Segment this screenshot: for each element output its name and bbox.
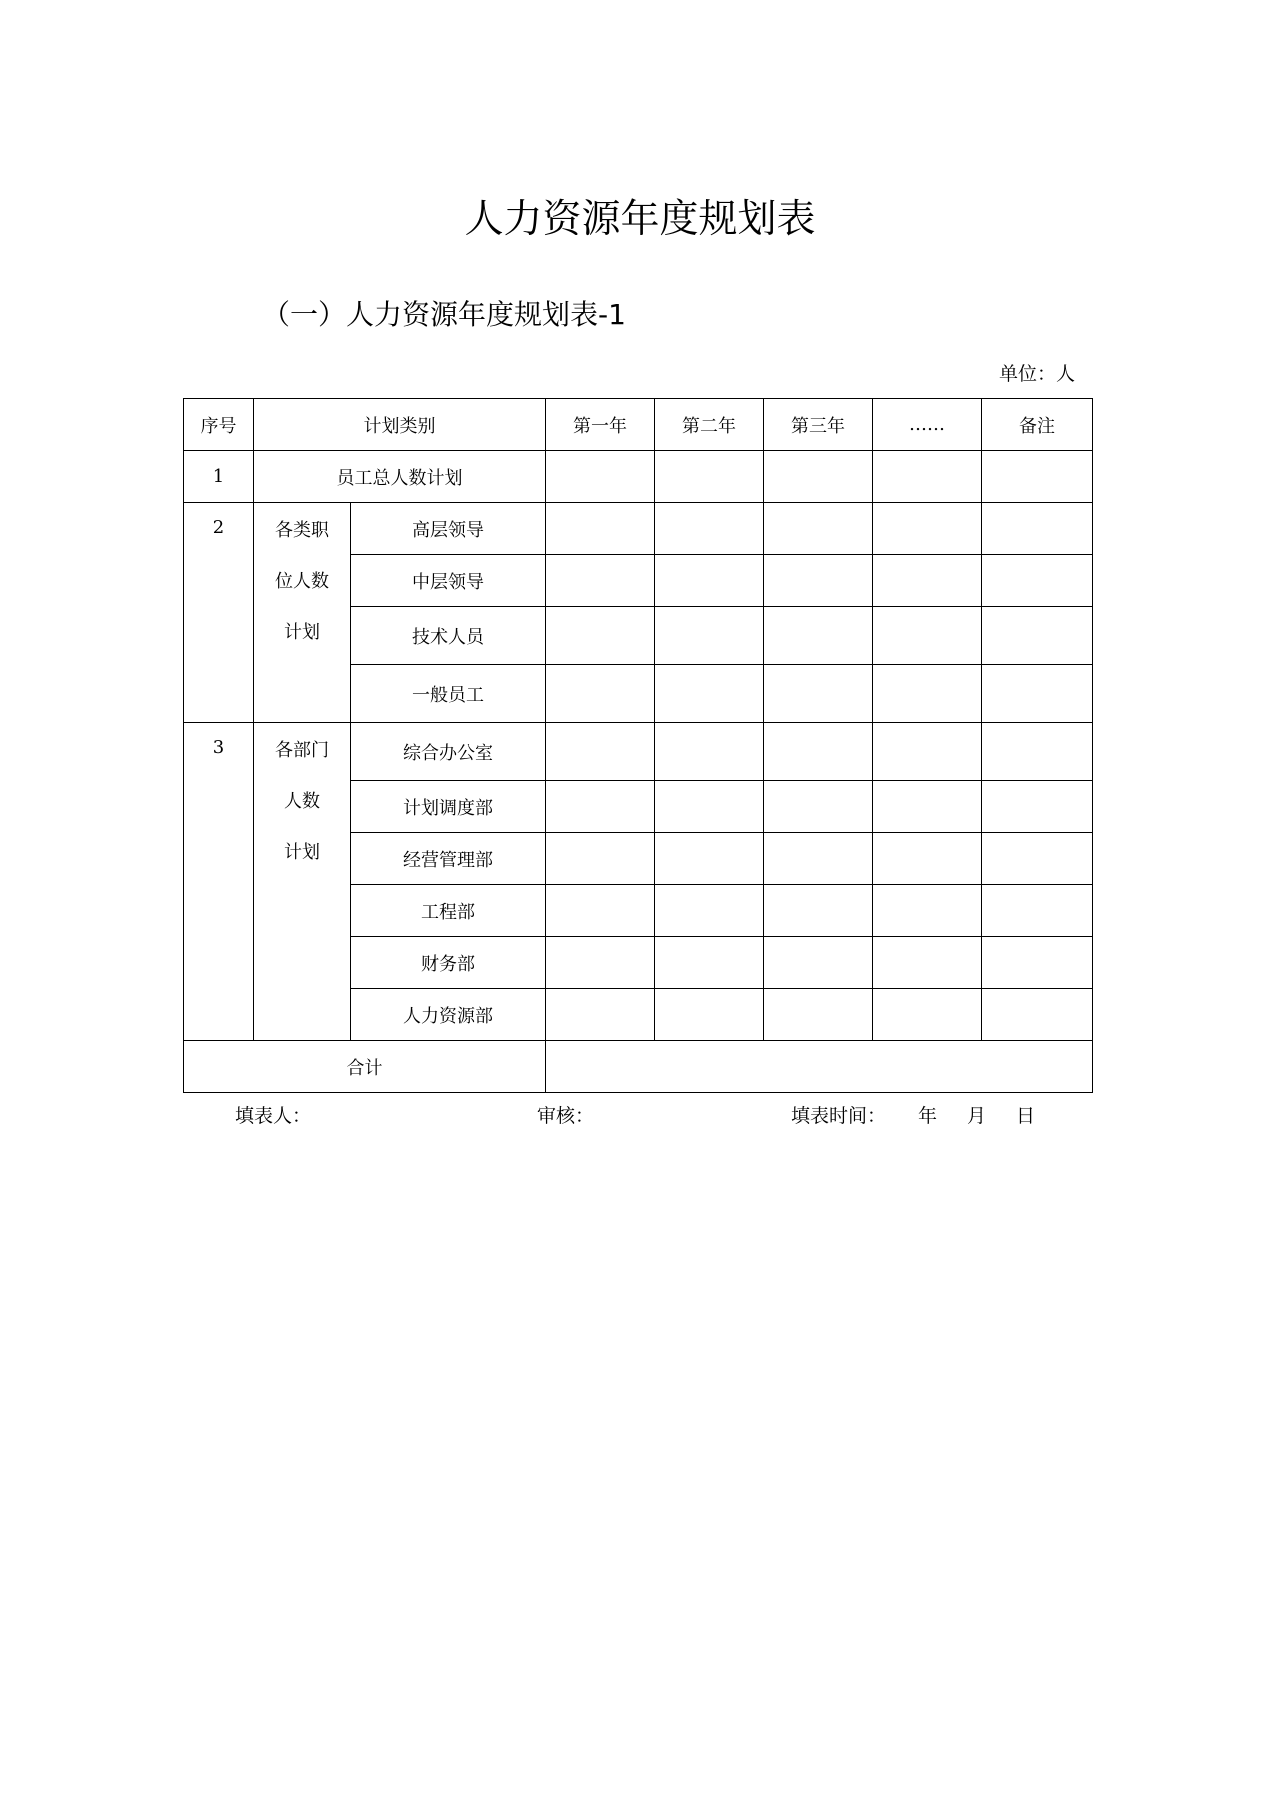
item-label: 综合办公室 [351, 723, 546, 781]
category-line: 各部门 [275, 740, 329, 761]
category-label [254, 503, 351, 723]
data-cell[interactable] [873, 833, 982, 885]
data-cell[interactable] [982, 781, 1093, 833]
item-label: 高层领导 [351, 503, 546, 555]
item-label: 技术人员 [351, 607, 546, 665]
data-cell[interactable] [655, 885, 764, 937]
data-cell[interactable] [546, 607, 655, 665]
row-label: 员工总人数计划 [254, 451, 546, 503]
data-cell[interactable] [873, 503, 982, 555]
form-footer [0, 1101, 1280, 1131]
header-cell: 计划类别 [254, 399, 546, 451]
data-cell[interactable] [546, 503, 655, 555]
data-cell[interactable] [982, 607, 1093, 665]
table-row [184, 723, 1093, 781]
day-label: 日 [1016, 1105, 1036, 1127]
data-cell[interactable] [982, 723, 1093, 781]
data-cell[interactable] [764, 781, 873, 833]
row-number: 3 [184, 723, 254, 1041]
data-cell[interactable] [873, 665, 982, 723]
header-cell: …… [873, 399, 982, 451]
data-cell[interactable] [873, 989, 982, 1041]
table-header-row [184, 399, 1093, 451]
data-cell[interactable] [546, 989, 655, 1041]
category-label [254, 723, 351, 1041]
data-cell[interactable] [655, 665, 764, 723]
table-row [184, 503, 1093, 555]
data-cell[interactable] [764, 723, 873, 781]
year-label: 年 [918, 1105, 938, 1127]
category-line: 人数 [284, 791, 320, 812]
data-cell[interactable] [764, 555, 873, 607]
data-cell[interactable] [764, 937, 873, 989]
date-label: 填表时间： [791, 1105, 887, 1127]
filler-label: 填表人： [235, 1105, 312, 1127]
data-cell[interactable] [655, 555, 764, 607]
data-cell[interactable] [655, 781, 764, 833]
data-cell[interactable] [764, 451, 873, 503]
data-cell[interactable] [655, 833, 764, 885]
item-label: 中层领导 [351, 555, 546, 607]
data-cell[interactable] [982, 665, 1093, 723]
category-line: 位人数 [275, 571, 329, 592]
reviewer-label: 审核： [537, 1105, 595, 1127]
data-cell[interactable] [546, 665, 655, 723]
data-cell[interactable] [655, 723, 764, 781]
header-cell: 第三年 [764, 399, 873, 451]
data-cell[interactable] [764, 665, 873, 723]
data-cell[interactable] [873, 451, 982, 503]
data-cell[interactable] [873, 555, 982, 607]
data-cell[interactable] [982, 885, 1093, 937]
item-label: 一般员工 [351, 665, 546, 723]
data-cell[interactable] [764, 989, 873, 1041]
header-cell: 第一年 [546, 399, 655, 451]
data-cell[interactable] [655, 503, 764, 555]
total-value-cell[interactable] [546, 1041, 1093, 1093]
category-line: 计划 [284, 622, 320, 643]
data-cell[interactable] [873, 781, 982, 833]
hr-plan-table [183, 398, 1093, 1093]
item-label: 工程部 [351, 885, 546, 937]
month-label: 月 [967, 1105, 987, 1127]
data-cell[interactable] [546, 723, 655, 781]
section-subtitle: （一）人力资源年度规划表-1 [262, 298, 626, 331]
item-label: 财务部 [351, 937, 546, 989]
item-label: 经营管理部 [351, 833, 546, 885]
page-title: 人力资源年度规划表 [464, 197, 816, 242]
table-row [184, 451, 1093, 503]
total-row [184, 1041, 1093, 1093]
data-cell[interactable] [982, 937, 1093, 989]
data-cell[interactable] [546, 885, 655, 937]
data-cell[interactable] [655, 451, 764, 503]
data-cell[interactable] [982, 989, 1093, 1041]
data-cell[interactable] [982, 833, 1093, 885]
data-cell[interactable] [873, 885, 982, 937]
item-label: 人力资源部 [351, 989, 546, 1041]
data-cell[interactable] [655, 607, 764, 665]
data-cell[interactable] [546, 937, 655, 989]
header-cell: 备注 [982, 399, 1093, 451]
data-cell[interactable] [982, 555, 1093, 607]
data-cell[interactable] [764, 833, 873, 885]
data-cell[interactable] [546, 781, 655, 833]
data-cell[interactable] [546, 833, 655, 885]
data-cell[interactable] [655, 937, 764, 989]
data-cell[interactable] [982, 451, 1093, 503]
data-cell[interactable] [546, 451, 655, 503]
data-cell[interactable] [982, 503, 1093, 555]
row-number: 1 [184, 451, 254, 503]
header-cell: 序号 [184, 399, 254, 451]
data-cell[interactable] [546, 555, 655, 607]
header-cell: 第二年 [655, 399, 764, 451]
data-cell[interactable] [764, 885, 873, 937]
data-cell[interactable] [764, 607, 873, 665]
data-cell[interactable] [764, 503, 873, 555]
item-label: 计划调度部 [351, 781, 546, 833]
unit-label: 单位：人 [998, 363, 1075, 385]
data-cell[interactable] [873, 937, 982, 989]
category-line: 计划 [284, 842, 320, 863]
category-line: 各类职 [275, 520, 329, 541]
data-cell[interactable] [873, 607, 982, 665]
data-cell[interactable] [655, 989, 764, 1041]
row-number: 2 [184, 503, 254, 723]
total-label: 合计 [184, 1041, 546, 1093]
data-cell[interactable] [873, 723, 982, 781]
